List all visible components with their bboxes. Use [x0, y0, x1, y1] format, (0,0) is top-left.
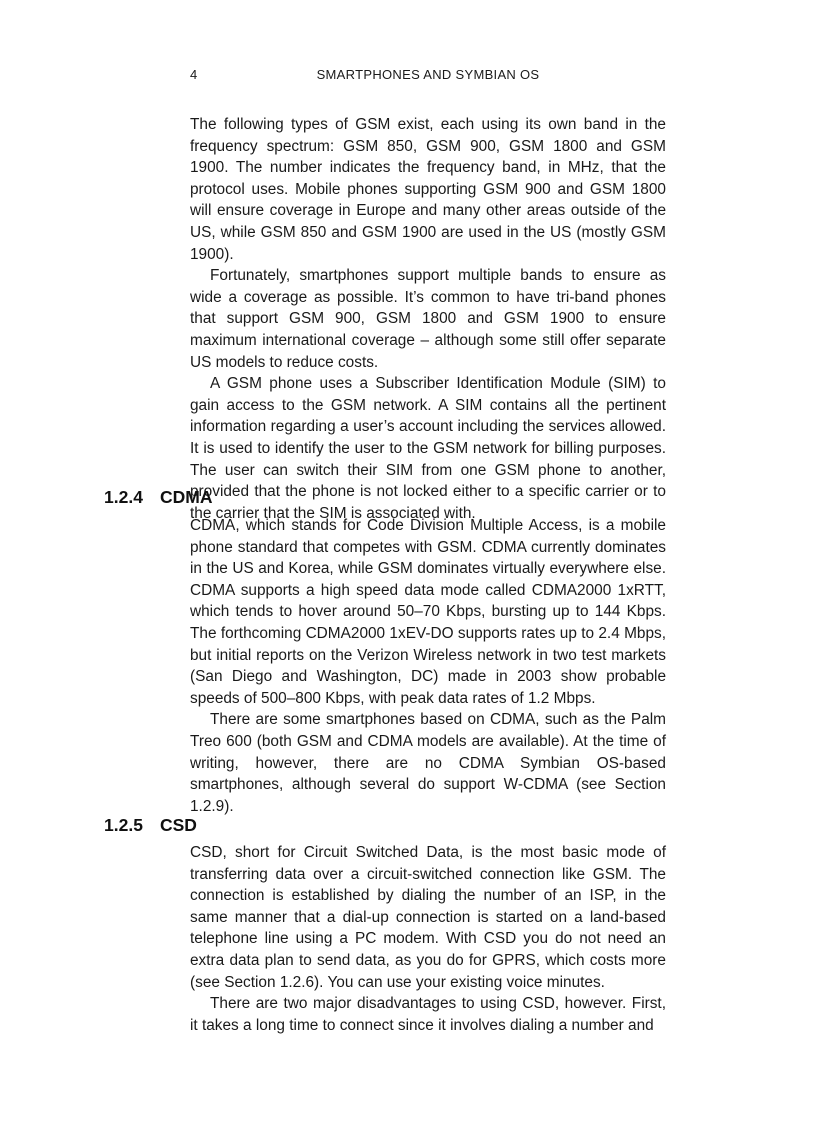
section-title: CDMA [160, 487, 213, 507]
section-heading-csd [104, 815, 197, 836]
section-number: 1.2.4 [104, 487, 143, 507]
section-number: 1.2.5 [104, 815, 143, 835]
cdma-text [190, 515, 666, 817]
intro-text [190, 114, 666, 524]
section-heading-cdma [104, 487, 213, 508]
paragraph: The following types of GSM exist, each using its own band in the frequency spectrum: GSM 850, GSM 900, GSM 1800 and GSM 1900. The number indicates the frequency band, in MHz, that the protocol uses. Mobile phones supporting GSM 900 and GSM 1800 will ensure coverage in Europe and many other areas outside of the US, while GSM 850 and GSM 1900 are used in the US (mostly GSM 1900). [190, 116, 666, 263]
paragraph: CSD, short for Circuit Switched Data, is the most basic mode of transferring data over a circuit-switched connection like GSM. The connection is established by dialing the number of an ISP, in the same manner that a dial-up connection is started on a land-based telephone line using a PC modem. With CSD you do not need an extra data plan to send data, as you do for GPRS, which costs more (see Section 1.2.6). You can use your existing voice minutes. [190, 844, 666, 991]
paragraph: CDMA, which stands for Code Division Multiple Access, is a mobile phone standard that competes with GSM. CDMA currently dominates in the US and Korea, while GSM dominates virtually everywhere else. CDMA supports a high speed data mode called CDMA2000 1xRTT, which tends to hover around 50–70 Kbps, bursting up to 144 Kbps. The forthcoming CDMA2000 1xEV-DO supports rates up to 2.4 Mbps, but initial reports on the Verizon Wireless network in two test markets (San Diego and Washington, DC) made in 2003 show probable speeds of 500–800 Kbps, with peak data rates of 1.2 Mbps. [190, 517, 666, 707]
csd-text [190, 842, 666, 1036]
running-header [190, 67, 666, 85]
running-title: SMARTPHONES AND SYMBIAN OS [316, 67, 540, 82]
paragraph: A GSM phone uses a Subscriber Identification Module (SIM) to gain access to the GSM network. A SIM contains all the pertinent information regarding a user’s account including the services allowed. It is used to identify the user to the GSM network for billing purposes. The user can switch their SIM from one GSM phone to another, provided that the phone is not locked either to a specific carrier or to the carrier that the SIM is associated with. [190, 375, 666, 522]
paragraph: There are two major disadvantages to using CSD, however. First, it takes a long time to connect since it involves dialing a number and [190, 995, 666, 1034]
page-number: 4 [190, 67, 198, 82]
section-title: CSD [160, 815, 197, 835]
paragraph: Fortunately, smartphones support multiple bands to ensure as wide a coverage as possible. It’s common to have tri-band phones that support GSM 900, GSM 1800 and GSM 1900 to ensure maximum international coverage – although some still offer separate US models to reduce costs. [190, 267, 666, 371]
paragraph: There are some smartphones based on CDMA, such as the Palm Treo 600 (both GSM and CDMA models are available). At the time of writing, however, there are no CDMA Symbian OS-based smartphones, although several do support W-CDMA (see Section 1.2.9). [190, 711, 666, 815]
